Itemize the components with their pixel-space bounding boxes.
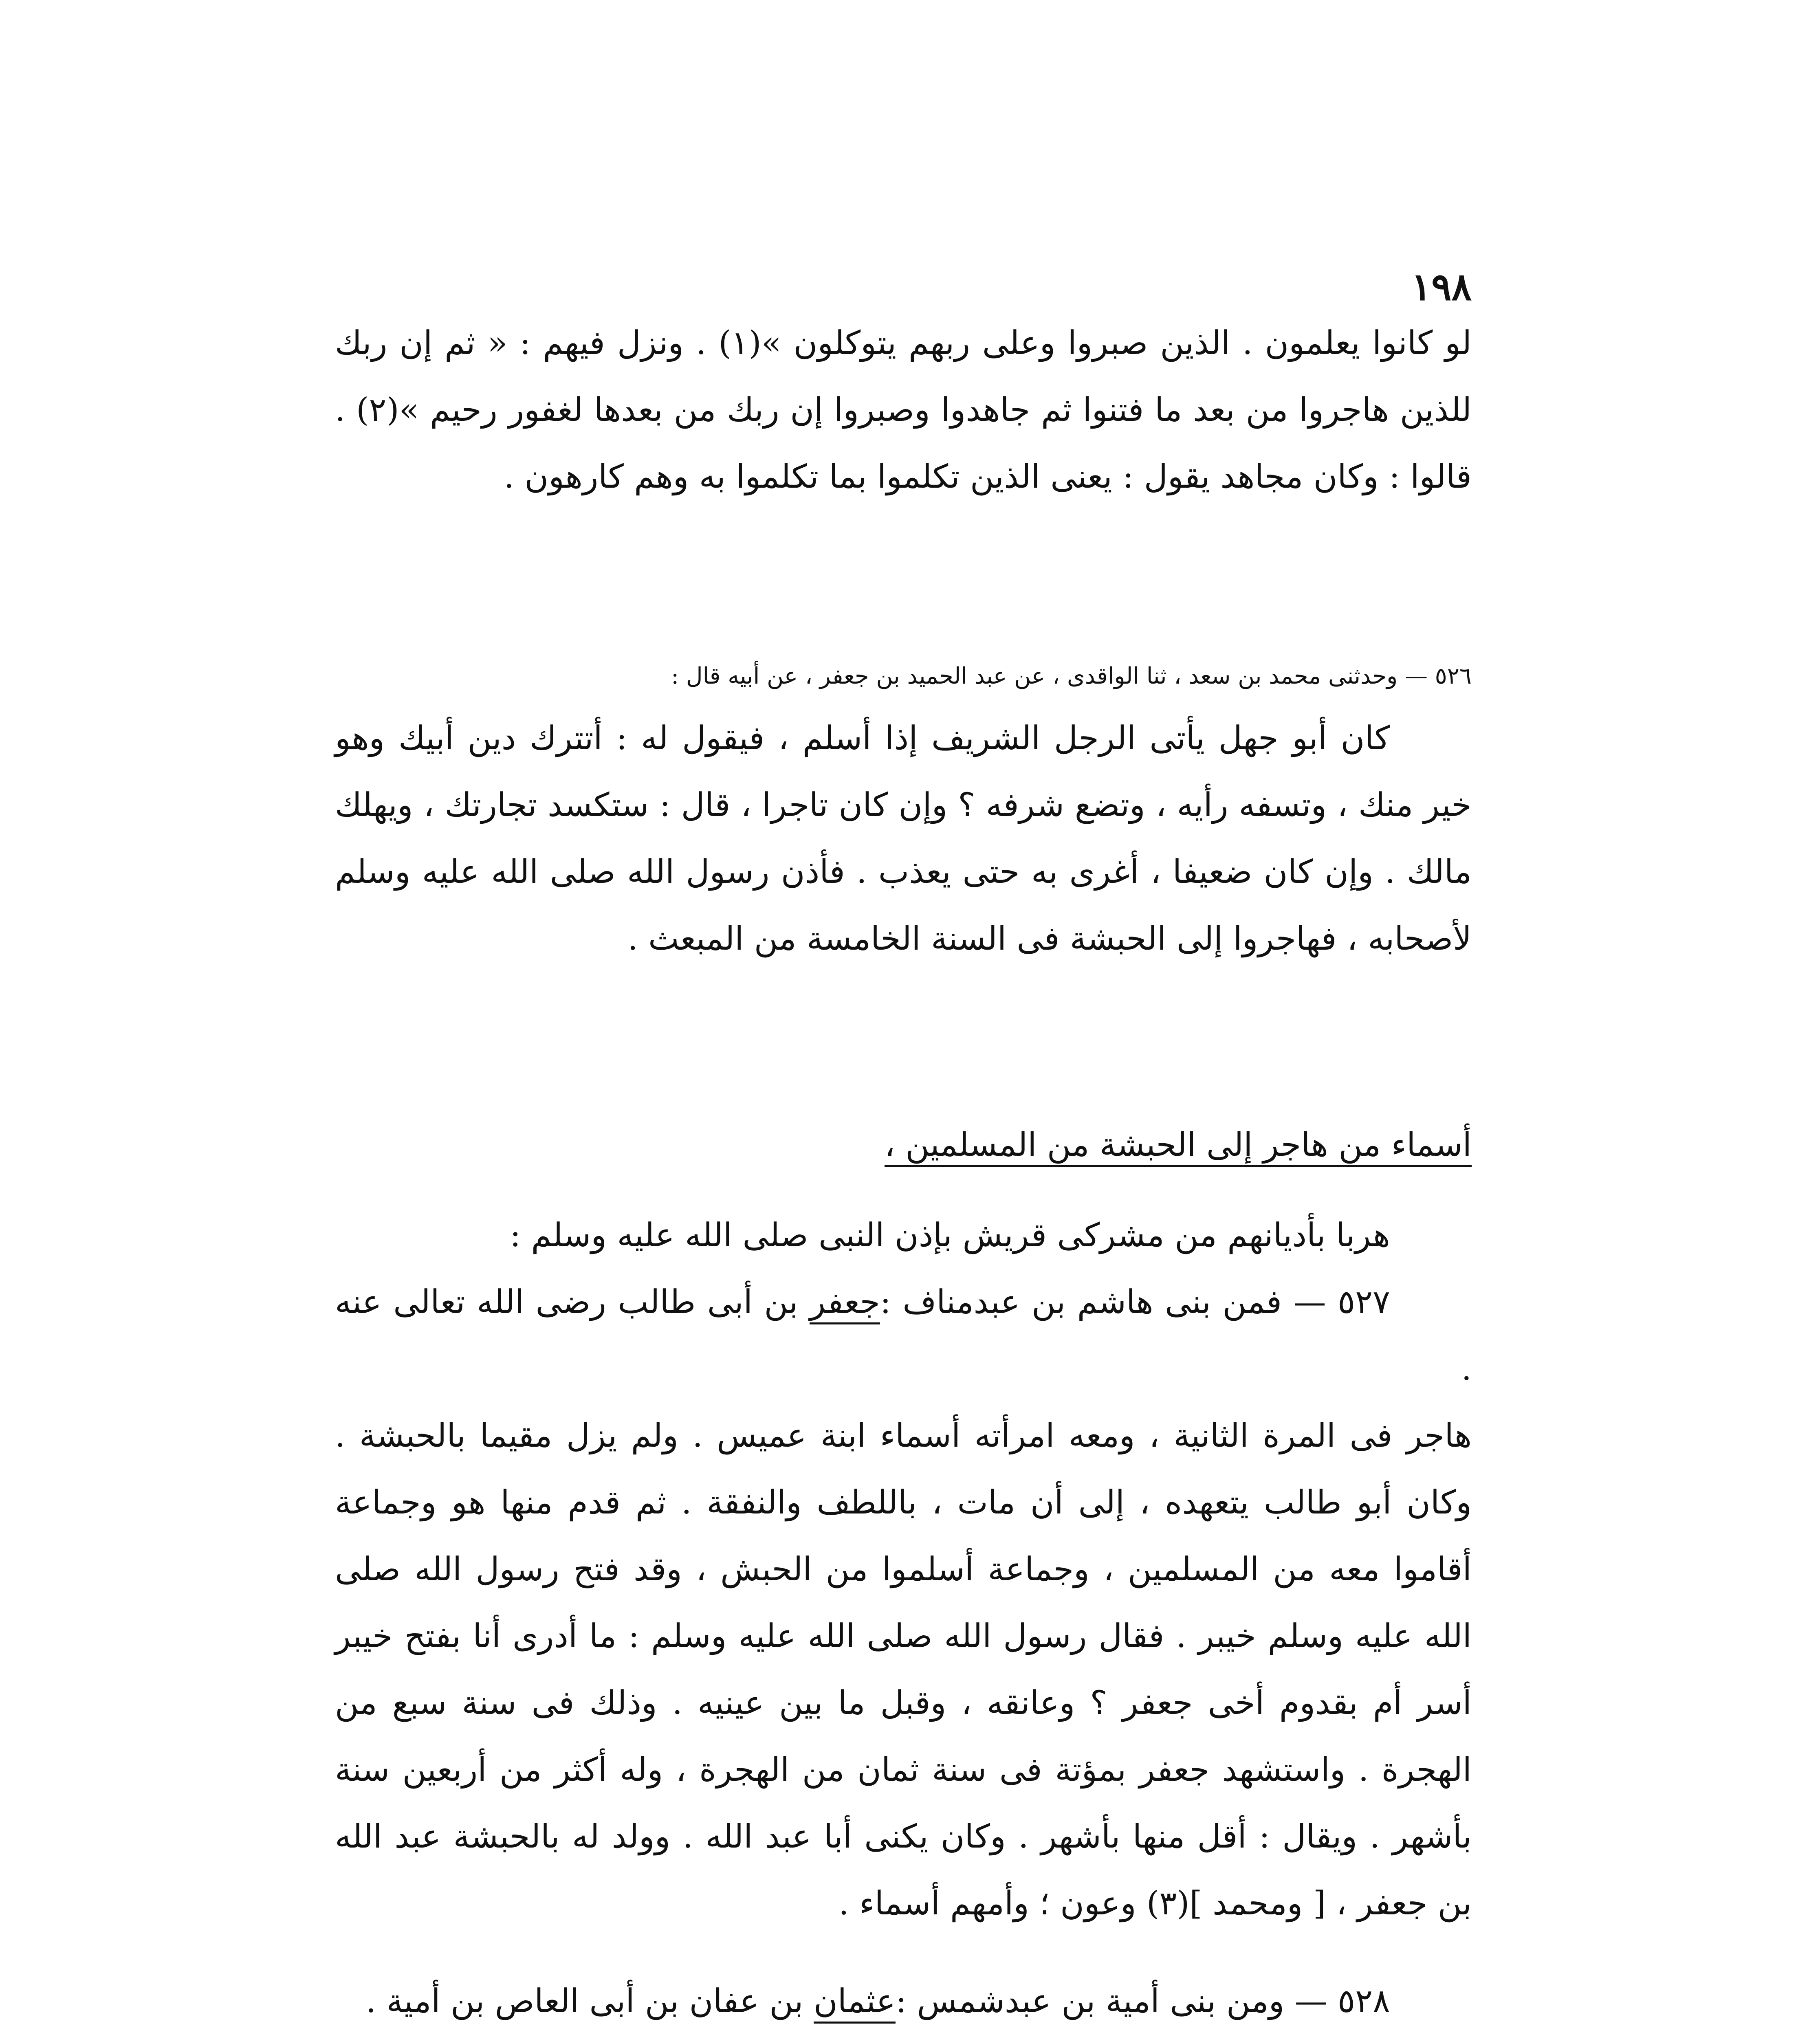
entry-527-rest: بن أبى طالب رضى الله تعالى عنه . — [335, 1283, 1472, 1388]
hadith-526-isnad: ٥٢٦ — وحدثنى محمد بن سعد ، ثنا الواقدى ، عن عبد الحميد بن جعفر ، عن أبيه قال : — [671, 663, 1472, 689]
entry-528-rest: بن عفان بن أبى العاص بن أمية . — [365, 1982, 814, 2020]
section-intro-block — [335, 1202, 1472, 1269]
opening-paragraph: لو كانوا يعلمون . الذين صبروا وعلى ربهم يتوكلون »(١) . ونزل فيهم : « ثم إن ربك للذين هاجروا من بعد ما فتنوا ثم جاهدوا وصبروا إن ربك من بعدها لغفور رحيم »(٢) . قالوا : وكان مجاهد يقول : يعنى الذين تكلموا بما تكلموا به وهم كارهون . — [335, 324, 1472, 495]
hadith-526-text: كان أبو جهل يأتى الرجل الشريف إذا أسلم ، فيقول له : أتترك دين أبيك وهو خير منك ، وتسفه رأيه ، وتضع شرفه ؟ وإن كان تاجرا ، قال : ستكسد تجارتك ، ويهلك مالك . وإن كان ضعيفا ، أغرى به حتى يعذب . فأذن رسول الله صلى الله عليه وسلم لأصحابه ، فهاجروا إلى الحبشة فى السنة الخامسة من المبعث . — [335, 719, 1472, 957]
entry-528-lead: ٥٢٨ — ومن بنى أمية بن عبدشمس : — [896, 1982, 1390, 2020]
section-intro: هربا بأديانهم من مشركى قريش بإذن النبى صلى الله عليه وسلم : — [510, 1216, 1390, 1254]
hadith-526-isnad-block — [335, 652, 1472, 701]
page-number: ١٩٨ — [1411, 265, 1472, 309]
entry-528-block — [335, 1968, 1472, 2035]
entry-527-block — [335, 1269, 1472, 1937]
section-heading-text: أسماء من هاجر إلى الحبشة من المسلمين ، — [885, 1126, 1472, 1167]
entry-528-heading — [335, 1968, 1472, 2035]
entry-527-heading — [335, 1269, 1472, 1402]
opening-paragraph-block — [335, 310, 1472, 510]
entry-527-text: هاجر فى المرة الثانية ، ومعه امرأته أسماء ابنة عميس . ولم يزل مقيما بالحبشة . وكان أبو طالب يتعهده ، إلى أن مات ، باللطف والنفقة . ثم قدم منها هو وجماعة أقاموا معه من المسلمين ، وجماعة أسلموا من الحبش ، وقد فتح رسول الله صلى الله عليه وسلم خيبر . فقال رسول الله صلى الله عليه وسلم : ما أدرى أنا بفتح خيبر أسر أم بقدوم أخى جعفر ؟ وعانقه ، وقبل ما بين عينيه . وذلك فى سنة سبع من الهجرة . واستشهد جعفر بمؤتة فى سنة ثمان من الهجرة ، وله أكثر من أربعين سنة بأشهر . ويقال : أقل منها بأشهر . وكان يكنى أبا عبد الله . وولد له بالحبشة عبد الله بن جعفر ، [ ومحمد ](٣) وعون ؛ وأمهم أسماء . — [335, 1417, 1472, 1922]
hadith-526-text-block — [335, 705, 1472, 972]
entry-527-lead: ٥٢٧ — فمن بنى هاشم بن عبدمناف : — [880, 1283, 1390, 1321]
section-heading-block — [335, 1116, 1472, 1173]
entry-527-name: جعفر — [810, 1283, 880, 1324]
entry-528-name: عثمان — [814, 1982, 896, 2024]
section-heading — [335, 1116, 1472, 1173]
